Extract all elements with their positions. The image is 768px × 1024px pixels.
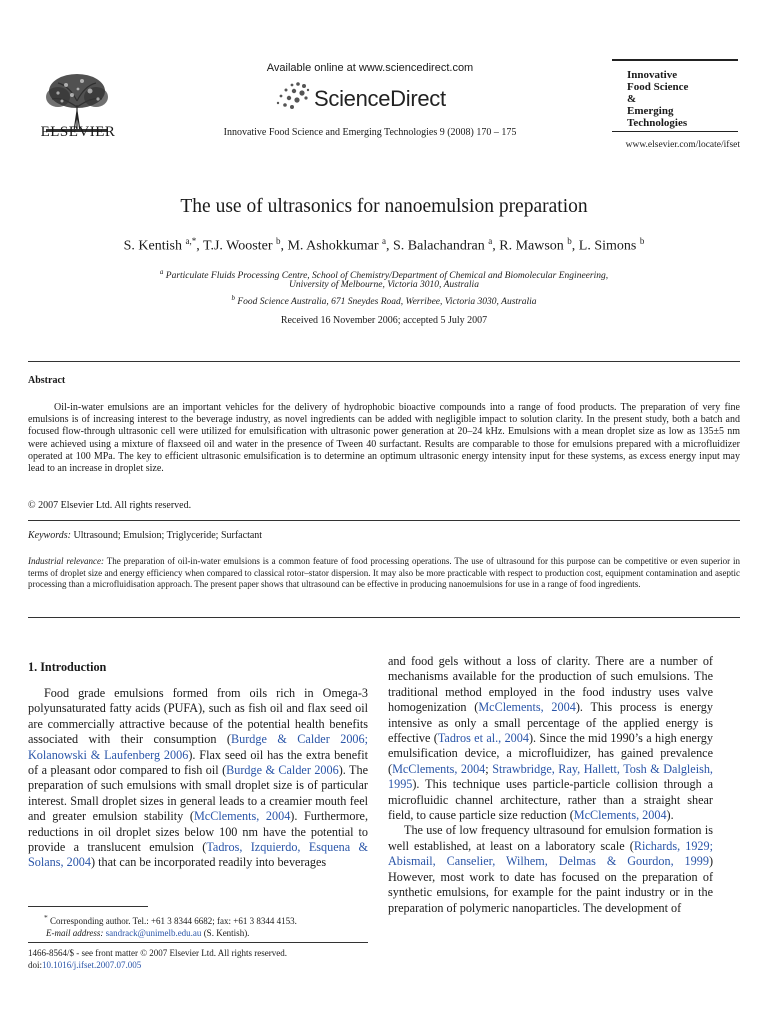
citation-link[interactable]: McClements, 2004 — [573, 808, 667, 823]
industrial-relevance-label: Industrial relevance: — [28, 556, 105, 566]
citation-link[interactable]: McClements, 2004 — [193, 809, 291, 824]
author-name: S. Balachandran — [392, 238, 485, 254]
body-text: ). Since the mid 1990’s a high energy emulsification device, a microfluidizer, has gained prevalence ( — [388, 731, 713, 776]
doi-label: doi: — [28, 959, 43, 970]
citation-link[interactable]: McClements, 2004 — [392, 761, 486, 776]
keywords-text: Ultrasound; Emulsion; Triglyceride; Surfactant — [70, 530, 263, 541]
body-paragraph — [388, 823, 713, 915]
citation-link[interactable]: Tadros, Izquierdo, Esquena & Solans, 2004 — [28, 840, 368, 870]
journal-citation: Innovative Food Science and Emerging Technologies 9 (2008) 170 – 175 — [223, 127, 517, 138]
doi-link[interactable]: 10.1016/j.ifset.2007.07.005 — [42, 959, 142, 970]
email-label: E-mail address: — [46, 927, 104, 938]
publisher-name: ELSEVIER — [40, 124, 116, 140]
journal-title — [627, 69, 737, 129]
affiliation-text: Food Science Australia, 671 Sneydes Road, Werribee, Victoria 3030, Australia — [237, 297, 537, 308]
abstract-copyright: © 2007 Elsevier Ltd. All rights reserved. — [28, 500, 192, 511]
citation-link[interactable]: Burdge & Calder 2006 — [226, 763, 339, 778]
author-name: S. Kentish — [123, 238, 182, 254]
author-affiliation-mark[interactable]: a,* — [185, 236, 197, 246]
body-text: ). This process is energy intensive as only a small percentage of the applied energy is effective ( — [388, 700, 713, 746]
body-text: Food grade emulsions formed from oils rich in Omega-3 polyunsaturated fatty acids (PUFA), such as fish oil and flax seed oil are commercially attractive because of the potential health benefits associated with their consumption ( — [28, 686, 368, 747]
affiliation-mark: b — [231, 294, 235, 302]
journal-url-link[interactable]: www.elsevier.com/locate/ifset — [625, 140, 740, 150]
citation-link[interactable]: Burdge & Calder 2006; Kolanowski & Laufenberg 2006 — [28, 732, 368, 762]
affiliation-text: Particulate Fluids Processing Centre, School of Chemistry/Department of Chemical and Biomolecular Engineering, — [165, 271, 609, 282]
body-text: ; — [485, 761, 493, 776]
abstract-text: Oil-in-water emulsions are an important vehicles for the delivery of hydrophobic bioactive compounds into a range of food products. The preparation of very fine emulsions is of increasing interest to the beverage industry, as novel ingredients can be added with negligible impact to solution clarity. In the present study, both a batch and focused flow-through ultrasonic cell were utilized for emulsification with ultrasonic power generation at 20–24 kHz. Emulsions with a mean droplet size as low as 135±5 nm were achieved using a mixture of flaxseed oil and water in the presence of Tween 40 surfactant. Results are comparable to those for emulsions prepared with a microfluidizer operated at 100 MPa. The key to efficient ultrasonic emulsification is to determine an optimum ultrasonic energy intensity input for these systems, as excess energy input may lead to an increase in droplet size. — [28, 402, 740, 475]
citation-link[interactable]: Strawbridge, Ray, Hallett, Tosh & Dalgleish, 1995 — [388, 761, 713, 792]
author-name: L. Simons — [578, 238, 637, 254]
body-text: ). Flax seed oil has the extra benefit of a pleasant odor compared to fish oil ( — [28, 747, 369, 778]
keywords-label: Keywords: — [28, 530, 71, 541]
author-affiliation-mark[interactable]: a — [381, 236, 386, 246]
author-affiliation-mark[interactable]: b — [567, 236, 572, 246]
author-affiliation-mark[interactable]: b — [639, 236, 645, 246]
received-dates: Received 16 November 2006; accepted 5 July 2007 — [280, 315, 488, 326]
available-online-text: Available online at www.sciencedirect.com — [266, 62, 474, 74]
journal-title-line: Food Science — [627, 81, 689, 93]
email-note — [28, 928, 368, 940]
divider — [28, 520, 740, 521]
footnote-text: (S. Kentish). — [201, 927, 250, 938]
body-column-left — [28, 686, 368, 871]
body-paragraph — [28, 686, 368, 871]
body-text: The use of low frequency ultrasound for emulsion formation is well established, at least on a laboratory scale ( — [388, 823, 713, 853]
journal-title-line: Emerging — [627, 105, 674, 117]
keywords — [28, 530, 740, 541]
divider — [28, 361, 740, 362]
body-text: ). — [666, 808, 674, 823]
author-affiliation-mark[interactable]: b — [275, 236, 281, 246]
footnote-divider — [28, 906, 148, 907]
footnote-mark: * — [44, 913, 48, 922]
journal-title-line: Technologies — [627, 117, 688, 129]
body-text: ) that can be incorporated readily into beverages — [90, 855, 327, 870]
section-heading-introduction: 1. Introduction — [28, 660, 107, 674]
abstract-heading: Abstract — [28, 375, 66, 386]
body-column-right — [388, 654, 713, 916]
article-title: The use of ultrasonics for nanoemulsion preparation — [180, 196, 588, 217]
citation-link[interactable]: Tadros et al., 2004 — [437, 731, 529, 746]
author-affiliation-mark[interactable]: a — [488, 236, 493, 246]
citation-link[interactable]: Richards, 1929; Abismail, Canselier, Wilhem, Delmas & Gourdon, 1999 — [388, 838, 713, 869]
journal-title-line: & — [627, 93, 637, 105]
body-text: ). This technique uses particle-particle collision through a microfluidic channel architecture, rather than a straight shear field, to cause particle size reduction ( — [388, 777, 713, 823]
email-link[interactable]: sandrack@unimelb.edu.au — [105, 927, 202, 938]
sciencedirect-brand: ScienceDirect — [314, 86, 446, 111]
industrial-relevance — [28, 556, 740, 591]
affiliation-mark: a — [159, 268, 164, 276]
author-list: S. Kentish $^{a,*}$, T.J. Wooster $^b$, M. Ashokkumar $^a$, S. Balachandran $^a$, R. Mawson $^b$, L. Simons $^b$ — [123, 236, 645, 254]
author-name: T.J. Wooster — [202, 238, 273, 254]
front-matter — [28, 948, 368, 971]
author-name: R. Mawson — [499, 238, 564, 254]
footnote-text: Corresponding author. Tel.: +61 3 8344 6682; fax: +61 3 8344 4153. — [50, 916, 297, 926]
author-name: M. Ashokkumar — [287, 238, 379, 254]
doi-line — [28, 960, 368, 972]
citation-link[interactable]: McClements, 2004 — [478, 700, 576, 715]
affiliation-b — [0, 292, 768, 308]
body-text: ) However, most work to date has focused on the preparation of synthetic emulsions, for example for the paint industry or in the preparation of polymeric nanoparticles. The development of — [388, 854, 713, 915]
divider — [28, 617, 740, 618]
journal-title-line: Innovative — [627, 69, 678, 81]
body-text: and food gels without a loss of clarity. There are a number of mechanisms available for the production of such emulsions. The traditional method employed in the food industry uses valve homogenization ( — [388, 654, 713, 715]
industrial-relevance-text: The preparation of oil-in-water emulsions is a common feature of food processing operations. The use of ultrasound for this purpose can be competitive or even superior in terms of droplet size and energy efficiency when compared to classical rotor–stator dispersion. It may also be more practicable with respect to production cost, equipment contamination and aseptic processing than a microfluidisation approach. The present paper shows that ultrasound can be effective in producing nanoemulsions for use in a range of food ingredients. — [28, 556, 740, 589]
body-text: ). Furthermore, reductions in oil droplet sizes below 100 nm have the potential to provide a translucent emulsion ( — [28, 809, 368, 855]
corresponding-author-note — [28, 912, 368, 928]
footnotes — [28, 912, 368, 939]
front-matter-text: 1466-8564/$ - see front matter © 2007 Elsevier Ltd. All rights reserved. — [28, 948, 288, 958]
body-paragraph — [388, 654, 713, 823]
body-text: ). The preparation of such emulsions with small droplet size is of particular interest. Small droplet sizes in general leads to a creamier mouth feel and greater emulsion stability ( — [28, 763, 368, 824]
affiliation-a-line2: University of Melbourne, Victoria 3010, Australia — [289, 280, 479, 290]
divider — [28, 942, 368, 943]
